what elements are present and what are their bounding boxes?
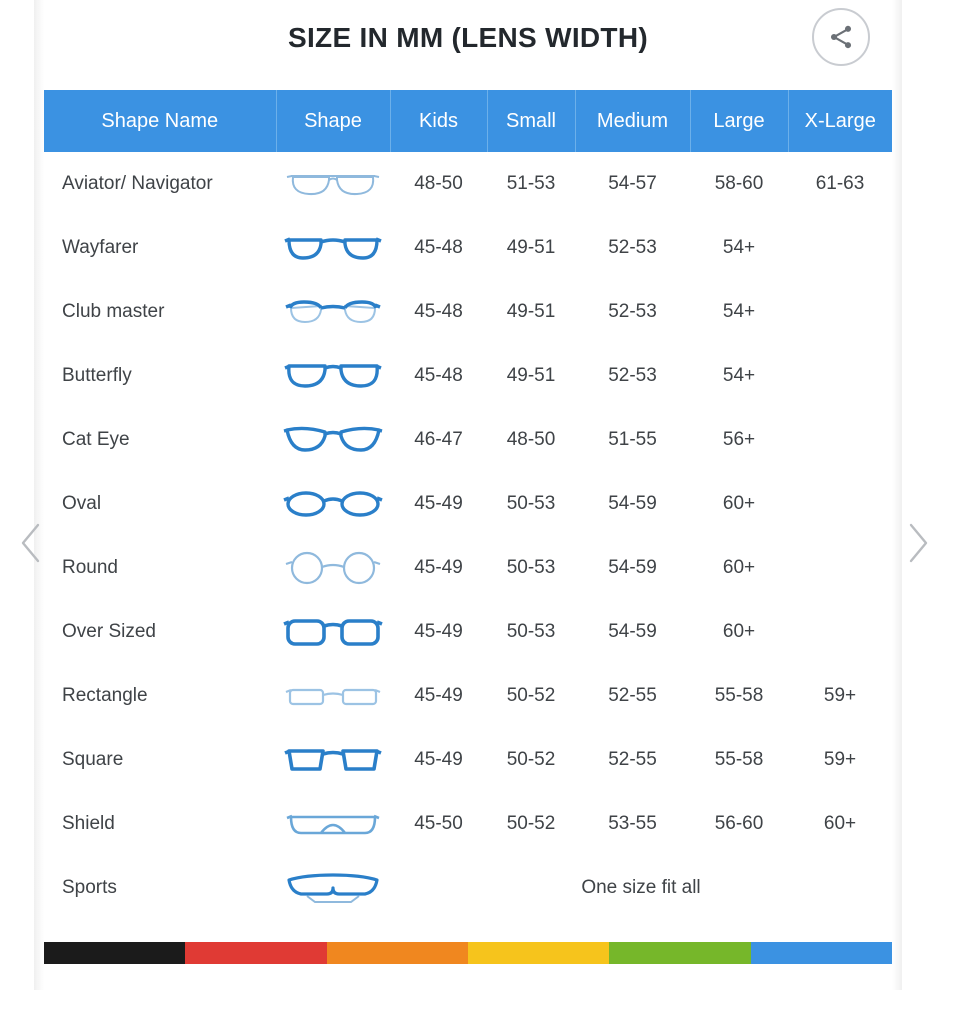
table-header-row [44, 90, 892, 152]
table-header-shape-name: Shape Name [44, 90, 276, 152]
size-kids: 45-49 [390, 664, 487, 728]
shape-name: Square [44, 728, 276, 792]
aviator-glasses-icon [276, 152, 390, 216]
next-slide-button[interactable] [901, 520, 941, 566]
table-row [44, 472, 892, 536]
table-row [44, 216, 892, 280]
size-kids: 45-49 [390, 536, 487, 600]
size-kids: 48-50 [390, 152, 487, 216]
size-large: 58-60 [690, 152, 788, 216]
table-row [44, 280, 892, 344]
size-kids: 45-48 [390, 216, 487, 280]
table-row [44, 856, 892, 920]
table-row [44, 664, 892, 728]
shape-name: Shield [44, 792, 276, 856]
color-swatch-blue [751, 942, 892, 964]
shape-name: Wayfarer [44, 216, 276, 280]
size-large: 60+ [690, 536, 788, 600]
color-swatch-red [185, 942, 326, 964]
size-xlarge [788, 344, 892, 408]
table-row [44, 792, 892, 856]
table-row [44, 344, 892, 408]
size-small: 50-53 [487, 472, 575, 536]
size-xlarge [788, 600, 892, 664]
shape-name: Cat Eye [44, 408, 276, 472]
size-small: 49-51 [487, 344, 575, 408]
size-large: 56+ [690, 408, 788, 472]
size-small: 48-50 [487, 408, 575, 472]
cateye-glasses-icon [276, 408, 390, 472]
square-glasses-icon [276, 728, 390, 792]
table-header-shape: Shape [276, 90, 390, 152]
share-button[interactable] [812, 8, 870, 66]
size-xlarge [788, 216, 892, 280]
color-swatch-green [609, 942, 750, 964]
size-large: 60+ [690, 600, 788, 664]
size-kids: 45-48 [390, 280, 487, 344]
size-small: 50-52 [487, 664, 575, 728]
table-header-xlarge: X-Large [788, 90, 892, 152]
shape-name: Round [44, 536, 276, 600]
size-xlarge [788, 472, 892, 536]
size-kids: 45-49 [390, 472, 487, 536]
butterfly-glasses-icon [276, 344, 390, 408]
size-xlarge: 60+ [788, 792, 892, 856]
color-swatch-yellow [468, 942, 609, 964]
size-medium: 52-53 [575, 344, 690, 408]
size-large: 55-58 [690, 728, 788, 792]
table-header-kids: Kids [390, 90, 487, 152]
shape-name: Club master [44, 280, 276, 344]
shape-name: Butterfly [44, 344, 276, 408]
round-glasses-icon [276, 536, 390, 600]
one-size-note: One size fit all [390, 856, 892, 920]
size-small: 49-51 [487, 216, 575, 280]
size-medium: 52-53 [575, 280, 690, 344]
size-xlarge: 59+ [788, 728, 892, 792]
table-row [44, 408, 892, 472]
size-large: 60+ [690, 472, 788, 536]
wayfarer-glasses-icon [276, 216, 390, 280]
table-row [44, 728, 892, 792]
size-xlarge [788, 408, 892, 472]
size-medium: 54-59 [575, 600, 690, 664]
color-bar [44, 942, 892, 964]
size-small: 50-52 [487, 728, 575, 792]
size-kids: 45-48 [390, 344, 487, 408]
size-kids: 46-47 [390, 408, 487, 472]
sports-glasses-icon [276, 856, 390, 920]
size-medium: 53-55 [575, 792, 690, 856]
table-row [44, 152, 892, 216]
size-small: 49-51 [487, 280, 575, 344]
shape-name: Oval [44, 472, 276, 536]
size-kids: 45-49 [390, 728, 487, 792]
size-medium: 54-59 [575, 536, 690, 600]
rectangle-glasses-icon [276, 664, 390, 728]
color-swatch-orange [327, 942, 468, 964]
oval-glasses-icon [276, 472, 390, 536]
size-chart-card [44, 0, 892, 990]
size-kids: 45-50 [390, 792, 487, 856]
size-large: 54+ [690, 280, 788, 344]
size-medium: 52-55 [575, 664, 690, 728]
oversized-glasses-icon [276, 600, 390, 664]
size-small: 51-53 [487, 152, 575, 216]
size-xlarge [788, 536, 892, 600]
size-medium: 54-57 [575, 152, 690, 216]
shape-name: Over Sized [44, 600, 276, 664]
shield-glasses-icon [276, 792, 390, 856]
shape-name: Rectangle [44, 664, 276, 728]
color-swatch-black [44, 942, 185, 964]
prev-slide-button[interactable] [16, 520, 56, 566]
size-medium: 52-53 [575, 216, 690, 280]
size-small: 50-53 [487, 536, 575, 600]
size-small: 50-53 [487, 600, 575, 664]
table-row [44, 600, 892, 664]
card-shadow-left [34, 0, 44, 990]
table-header-small: Small [487, 90, 575, 152]
table-header-medium: Medium [575, 90, 690, 152]
size-medium: 52-55 [575, 728, 690, 792]
card-shadow-right [892, 0, 902, 990]
table-header-large: Large [690, 90, 788, 152]
size-large: 55-58 [690, 664, 788, 728]
clubmaster-glasses-icon [276, 280, 390, 344]
table-row [44, 536, 892, 600]
size-large: 54+ [690, 216, 788, 280]
chevron-right-icon [901, 520, 941, 566]
size-large: 56-60 [690, 792, 788, 856]
size-small: 50-52 [487, 792, 575, 856]
size-xlarge [788, 280, 892, 344]
size-large: 54+ [690, 344, 788, 408]
size-kids: 45-49 [390, 600, 487, 664]
size-xlarge: 61-63 [788, 152, 892, 216]
size-medium: 54-59 [575, 472, 690, 536]
size-medium: 51-55 [575, 408, 690, 472]
shape-name: Sports [44, 856, 276, 920]
chevron-left-icon [16, 520, 56, 566]
lens-size-table [44, 90, 892, 920]
page-title: SIZE IN MM (LENS WIDTH) [288, 22, 648, 53]
shape-name: Aviator/ Navigator [44, 152, 276, 216]
size-xlarge: 59+ [788, 664, 892, 728]
share-icon [827, 23, 855, 51]
